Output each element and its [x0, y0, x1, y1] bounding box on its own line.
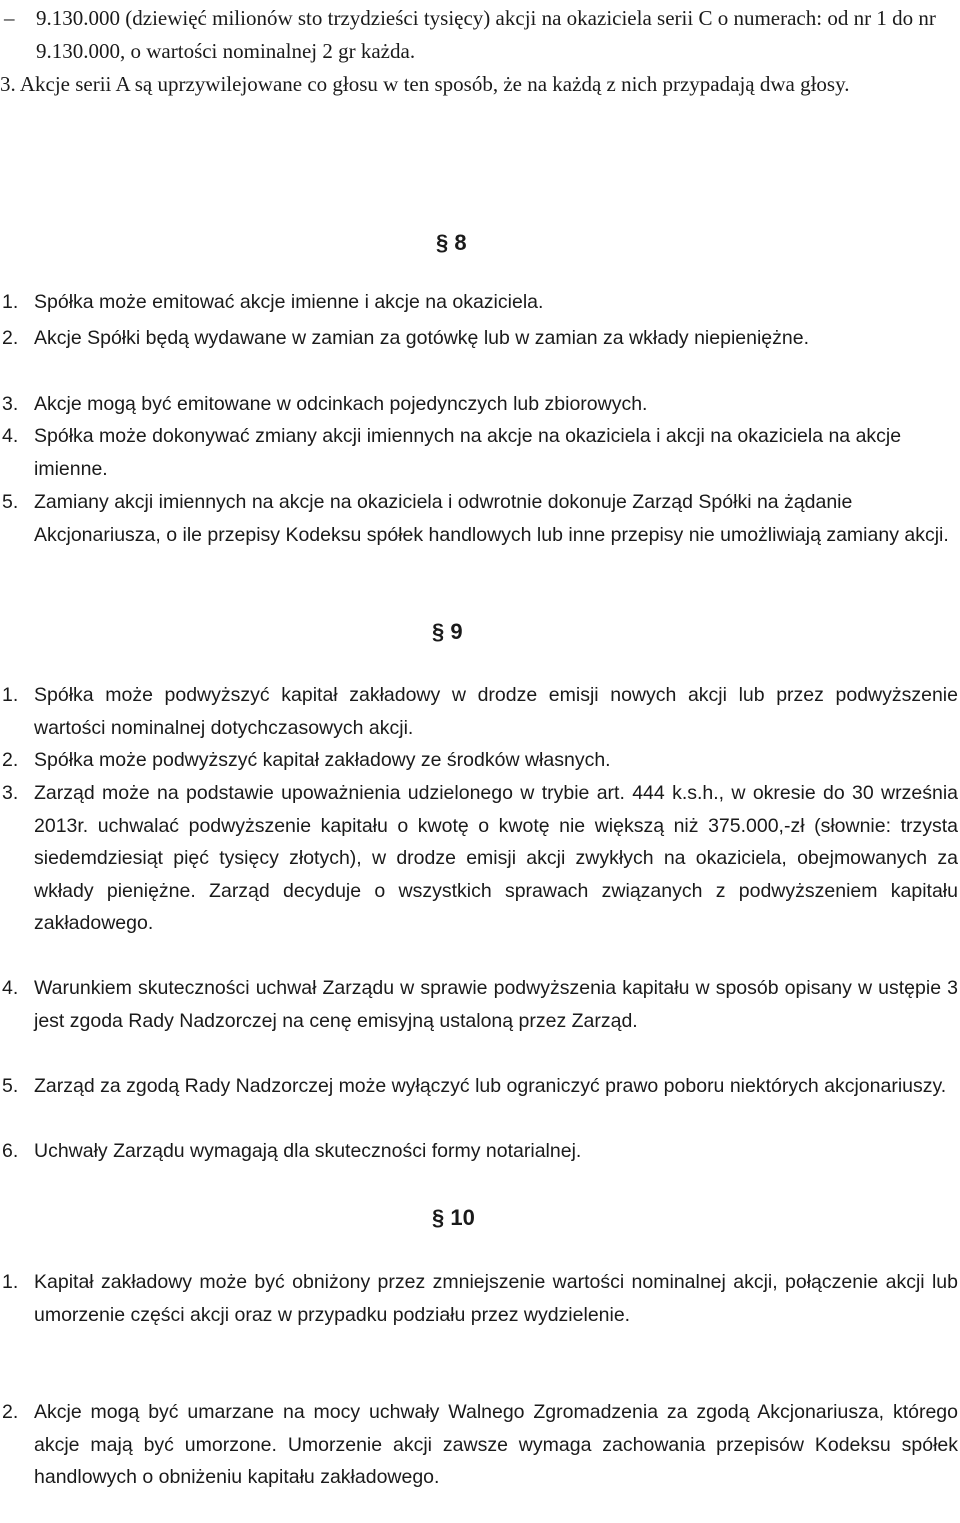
list-item-number: 5. — [2, 1075, 19, 1097]
section-heading-10: § 10 — [432, 1205, 475, 1230]
list-item-text: Akcje serii A są uprzywilejowane co głosu w ten sposób, że na każdą z nich przypadają dwa głosy. — [19, 72, 850, 96]
section-heading-8: § 8 — [436, 230, 467, 255]
dash-bullet: – — [4, 6, 15, 30]
list-item-number: 4. — [2, 425, 19, 447]
list-item-text: Spółka może emitować akcje imienne i akcje na okaziciela. — [34, 291, 544, 313]
list-item-text: Zarząd za zgodą Rady Nadzorczej może wyłączyć lub ograniczyć prawo poboru niektórych akcjonariuszy. — [34, 1075, 947, 1097]
list-item-number: 6. — [2, 1140, 19, 1162]
list-item-number: 3. — [2, 393, 19, 415]
list-item-text: Zamiany akcji imiennych na akcje na okaziciela i odwrotnie dokonuje Zarząd Spółki na żądanie Akcjonariusza, o ile przepisy Kodeksu spółek handlowych lub inne przepisy nie umożliwiają zamiany akcji. — [34, 491, 949, 546]
list-item-number: 4. — [2, 977, 19, 999]
list-item-number: 1. — [2, 684, 19, 706]
list-item-number: 3. — [0, 72, 16, 96]
list-item-text: Spółka może podwyższyć kapitał zakładowy w drodze emisji nowych akcji lub przez podwyższenie wartości nominalnej dotychczasowych akcji. — [34, 684, 958, 739]
list-item-text: Akcje mogą być emitowane w odcinkach pojedynczych lub zbiorowych. — [34, 393, 648, 415]
list-item-number: 1. — [2, 291, 19, 313]
list-item-text: Kapitał zakładowy może być obniżony przez zmniejszenie wartości nominalnej akcji, połączenie akcji lub umorzenie części akcji oraz w przypadku podziału przez wydzielenie. — [34, 1271, 958, 1326]
list-item-text: Spółka może podwyższyć kapitał zakładowy ze środków własnych. — [34, 749, 611, 771]
list-item-text: Akcje mogą być umarzane na mocy uchwały Walnego Zgromadzenia za zgodą Akcjonariusza, którego akcje mają być umorzone. Umorzenie akcji zawsze wymaga zachowania przepisów Kodeksu spółek handlowych o obniżeniu kapitału zakładowego. — [34, 1401, 958, 1488]
list-item-text: Uchwały Zarządu wymagają dla skuteczności formy notarialnej. — [34, 1140, 582, 1162]
list-item-number: 2. — [2, 1401, 19, 1423]
list-item-text: Zarząd może na podstawie upoważnienia udzielonego w trybie art. 444 k.s.h., w okresie do 30 września 2013r. uchwalać podwyższenie kapitału o kwotę o kwotę nie większą niż 375.000,-zł (słownie: trzysta siedemdziesiąt pięć tysięcy złotych), w drodze emisji akcji zwykłych na okaziciela, obejmowanych za wkłady pieniężne. Zarząd decyduje o wszystkich sprawach związanych z podwyższeniem kapitału zakładowego. — [34, 782, 958, 934]
list-item-3-privileged — [0, 68, 955, 101]
list-item-number: 3. — [2, 782, 19, 804]
list-item-text: Warunkiem skuteczności uchwał Zarządu w sprawie podwyższenia kapitału w sposób opisany w ustępie 3 jest zgoda Rady Nadzorczej na cenę emisyjną ustaloną przez Zarząd. — [34, 977, 958, 1032]
list-item-number: 2. — [2, 749, 19, 771]
list-item-text: Akcje Spółki będą wydawane w zamian za gotówkę lub w zamian za wkłady niepieniężne. — [34, 327, 810, 349]
list-item-text: 9.130.000 (dziewięć milionów sto trzydzieści tysięcy) akcji na okaziciela serii C o numerach: od nr 1 do nr 9.130.000, o wartości nominalnej 2 gr każda. — [36, 6, 936, 63]
section-heading-9: § 9 — [432, 619, 463, 644]
list-item-number: 5. — [2, 491, 19, 513]
list-item-number: 2. — [2, 327, 19, 349]
list-item-number: 1. — [2, 1271, 19, 1293]
list-item-text: Spółka może dokonywać zmiany akcji imiennych na akcje na okaziciela i akcji na okaziciela na akcje imienne. — [34, 425, 902, 480]
